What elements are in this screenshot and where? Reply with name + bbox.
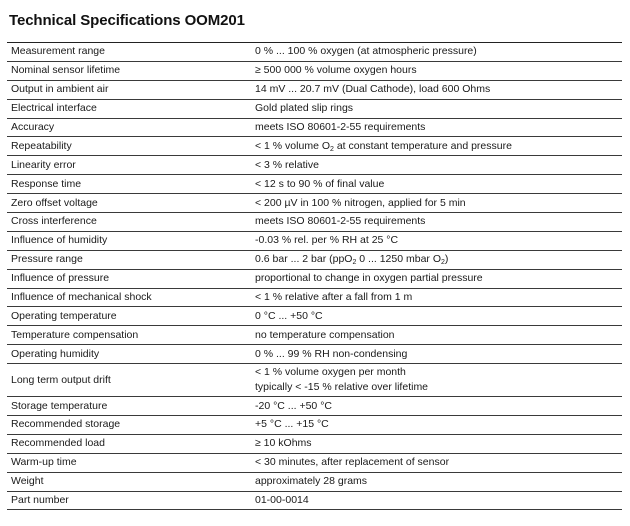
row-label: Operating humidity <box>11 347 100 360</box>
table-row <box>7 61 622 80</box>
table-row <box>7 269 622 288</box>
value-part: 0 ... 1250 mbar O <box>356 253 442 266</box>
row-label: Output in ambient air <box>11 83 109 96</box>
row-label: Influence of pressure <box>11 272 110 285</box>
row-value <box>251 137 622 156</box>
value-part: 0.6 bar ... 2 bar (ppO <box>255 253 353 266</box>
row-value: +5 °C ... +15 °C <box>255 418 329 431</box>
row-value: < 12 s to 90 % of final value <box>255 177 385 190</box>
value-part: ) <box>444 253 449 266</box>
row-value: -0.03 % rel. per % RH at 25 °C <box>255 234 399 247</box>
table-row <box>7 137 622 156</box>
row-value: < 3 % relative <box>255 158 319 171</box>
table-row <box>7 288 622 307</box>
table-row <box>7 307 622 326</box>
row-value: 0 % ... 99 % RH non-condensing <box>255 347 408 360</box>
row-value: < 200 µV in 100 % nitrogen, applied for 5 min <box>255 196 466 209</box>
value-part: at constant temperature and pressure <box>333 139 512 152</box>
table-row <box>7 434 622 453</box>
row-label: Warm-up time <box>11 456 77 469</box>
table-row <box>7 397 622 416</box>
row-value: 01-00-0014 <box>255 494 309 507</box>
subscript: 2 <box>352 259 357 267</box>
page-title: Technical Specifications OOM201 <box>9 12 245 29</box>
row-label: Influence of mechanical shock <box>11 291 152 304</box>
table-row <box>7 453 622 472</box>
table-row <box>7 118 622 137</box>
row-value: ≥ 500 000 % volume oxygen hours <box>255 64 417 77</box>
table-row <box>7 175 622 194</box>
table-row <box>7 250 622 269</box>
row-label: Operating temperature <box>11 309 117 322</box>
table-row <box>7 231 622 250</box>
row-value: -20 °C ... +50 °C <box>255 399 332 412</box>
row-label: Accuracy <box>11 121 55 133</box>
table-row <box>7 345 622 364</box>
row-label: Pressure range <box>11 253 83 266</box>
table-row <box>7 364 622 397</box>
table-row <box>7 213 622 232</box>
row-value: meets ISO 80601-2-55 requirements <box>255 121 426 133</box>
row-value <box>251 364 622 397</box>
row-label: Electrical interface <box>11 102 97 115</box>
value-line: < 1 % volume oxygen per month <box>255 366 406 379</box>
table-row <box>7 491 622 510</box>
row-value: approximately 28 grams <box>255 475 368 488</box>
row-value: meets ISO 80601-2-55 requirements <box>255 215 426 228</box>
row-value: Gold plated slip rings <box>255 102 354 115</box>
value-line: typically < -15 % relative over lifetime <box>255 381 429 394</box>
row-value: < 30 minutes, after replacement of sensor <box>255 456 450 469</box>
row-label: Temperature compensation <box>11 328 139 341</box>
value-part: < 1 % volume O <box>255 139 330 152</box>
row-label: Part number <box>11 494 69 507</box>
table-row <box>7 43 622 62</box>
table-row <box>7 326 622 345</box>
table-row <box>7 99 622 118</box>
row-label: Zero offset voltage <box>11 196 98 209</box>
subscript: 2 <box>330 145 334 153</box>
row-label: Recommended load <box>11 437 105 450</box>
row-value: proportional to change in oxygen partial pressure <box>255 272 483 285</box>
row-label: Linearity error <box>11 158 76 171</box>
row-label: Response time <box>11 177 82 190</box>
row-label: Nominal sensor lifetime <box>11 64 121 77</box>
table-row <box>7 80 622 99</box>
table-row <box>7 156 622 175</box>
row-value: no temperature compensation <box>255 328 395 341</box>
specifications-table <box>7 42 622 510</box>
row-label: Long term output drift <box>11 373 111 386</box>
row-value: 0 °C ... +50 °C <box>255 309 323 322</box>
row-value <box>251 250 622 269</box>
row-label: Storage temperature <box>11 399 108 412</box>
subscript: 2 <box>441 259 445 267</box>
row-label: Repeatability <box>11 139 72 152</box>
row-label: Influence of humidity <box>11 234 108 247</box>
table-row <box>7 194 622 213</box>
table-row <box>7 416 622 435</box>
table-row <box>7 472 622 491</box>
row-label: Cross interference <box>11 215 97 228</box>
row-label: Measurement range <box>11 45 105 58</box>
row-value: ≥ 10 kOhms <box>255 437 312 450</box>
row-value: 14 mV ... 20.7 mV (Dual Cathode), load 600 Ohms <box>255 83 491 96</box>
row-value: < 1 % relative after a fall from 1 m <box>255 291 413 304</box>
row-label: Recommended storage <box>11 418 121 431</box>
row-label: Weight <box>11 475 44 488</box>
row-value: 0 % ... 100 % oxygen (at atmospheric pressure) <box>255 45 477 58</box>
